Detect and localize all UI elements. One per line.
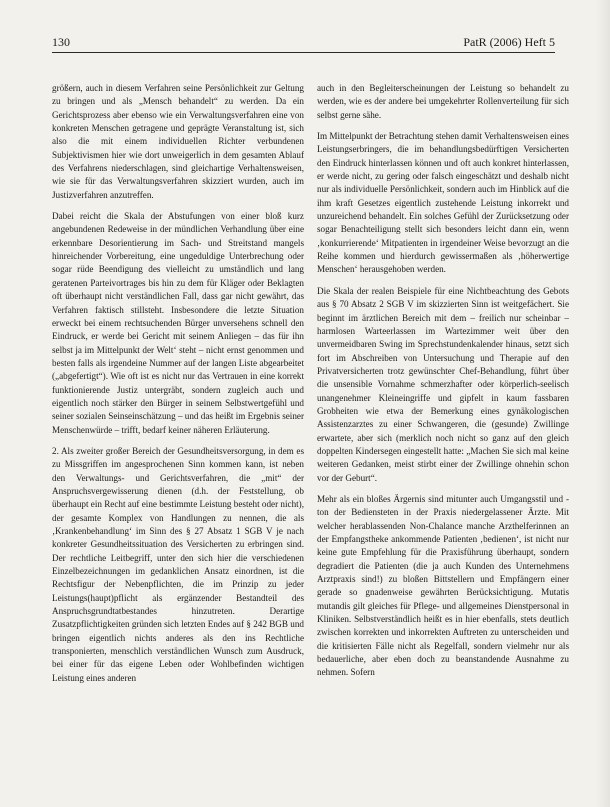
paragraph: Die Skala der realen Beispiele für eine Nichtbeachtung des Gebots aus § 70 Absatz 2 SGB V im skizzierten Sinn ist weitgefächert. Sie beginnt im ärztlichen Bereich mit dem – freilich nur scheinbar – harmlosen Warteerlassen im Wartezimmer weit über den unvermeidbaren Swing im Sprechstundenkalender hinaus, setzt sich fort im Abschreiben von Untersuchung und Therapie auf den Privatversicherten trotz gewünschter Chef-Behandlung, führt über die unsensible Vornahme schmerzhafter oder körperlich-seelisch unangenehmer Kleineingriffe und gipfelt in kaum fassbaren Grobheiten wie etwa der Bemerkung eines gynäkologischen Assistenzarztes zu einer Schwangeren, die (gesunde) Zwillinge erwartete, aber sich (merklich noch nicht so ganz auf den gleich doppelten Kindersegen eingestellt hatte: „Machen Sie sich mal keine weiteren Gedanken, meist stirbt einer der Zwillinge ohnehin schon vor der Geburt“. — [317, 285, 569, 483]
paragraph: 2. Als zweiter großer Bereich der Gesundheitsversorgung, in dem es zu Missgriffen im angesprochenen Sinn kommen kann, ist neben den Verwaltungs- und Gerichtsverfahren, die „mit“ der Anspruchsvergewisserung dienen (d.h. der Feststellung, ob überhaupt ein Recht auf eine bestimmte Leistung besteht oder nicht), der gesamte Komplex von Handlungen zu nennen, die als ‚Krankenbehandlung‘ im Sinn des § 27 Absatz 1 SGB V je nach konkreter Gesundheitssituation des Versicherten zu erbringen sind. Der rechtliche Leitbegriff, unter den sich hier die verschiedenen Einzelbezeichnungen im gedanklichen Ansatz einordnen, ist die Rechtsfigur der Nebenpflichten, die im Prinzip zu jeder Leistungs(haupt)pflicht als ergänzender Bestandteil des Anspruchsgrundtatbestandes hinzutreten. Derartige Zusatzpflichtigkeiten gründen sich letzten Endes auf § 242 BGB und bringen eigentlich nichts anderes als den ins Rechtliche transponierten, menschlich verständlichen Wunsch zum Ausdruck, bei einer für das eigene Leben oder Wohlbefinden wichtigen Leistung eines anderen — [52, 445, 304, 683]
left-column — [52, 82, 304, 693]
page-number: 130 — [52, 35, 70, 49]
paragraph: auch in den Begleiterscheinungen der Leistung so behandelt zu werden, wie es der andere bei umgekehrter Rollenverteilung für sich selbst gerne sähe. — [317, 83, 569, 120]
paragraph: Mehr als ein bloßes Ärgernis sind mitunter auch Umgangsstil und -ton der Bediensteten in der Praxis niedergelassener Ärzte. Mit welcher herablassenden Non-Chalance manche Arzthelferinnen an der Empfangstheke ankommende Patienten ‚bedienen‘, ist nicht nur keine gute Empfehlung für die Praxisführung überhaupt, sondern degradiert die Patienten (die ja auch Kunden des Unternehmens Arztpraxis sind!) zu bloßen Bittstellern und Empfängern einer gerade so gnadenweise gewährten Berücksichtigung. Mutatis mutandis gilt gleiches für Pflege- und allgemeines Dienstpersonal in Kliniken. Selbstverständlich heißt es in hier ebenfalls, stets deutlich zwischen korrekten und inkorrekten Auftreten zu unterscheiden und die kritisierten Fälle nicht als Regelfall, sondern vielmehr nur als bedauerliche, aber eben doch zu beanstandende Ausnahme zu nehmen. Sofern — [317, 493, 569, 678]
right-column — [317, 82, 569, 688]
page-header — [52, 32, 555, 53]
journal-reference: PatR (2006) Heft 5 — [463, 35, 555, 49]
scan-edge-shadow — [596, 0, 610, 807]
paragraph: Dabei reicht die Skala der Abstufungen von einer bloß kurz angebundenen Redeweise in der mündlichen Verhandlung über eine erkennbare Desorientierung im Sach- und Streitstand mangels hinreichender Vorbereitung, eine ungeduldige Unterbrechung oder sogar rüde Beendigung des vielleicht zu umständlich und lang geratenen Parteivortrages bis hin zu dem für Kläger oder Beklagten oft überhaupt nicht verständlichen Fall, dass gar nicht gewährt, das Verfahren faktisch stillsteht. Insbesondere die letzte Situation erweckt bei einem rechtsuchenden Bürger unversehens schnell den Eindruck, er werde bei Gericht mit seinem Anliegen – das für ihn selbst ja im Mittelpunkt der Welt‘ steht – nicht ernst genommen und besten falls als irgendeine Nummer auf der langen Liste abgearbeitet („abgefertigt“). Wie oft ist es nicht nur das Vertrauen in eine korrekt funktionierende Justiz untergräbt, sondern zugleich auch und eigentlich noch stärker den Bürger in seinem Selbstwertgefühl und seiner sozialen Seinseinschätzung – und das heißt im Ergebnis seiner Menschenwürde – trifft, bedarf keiner näheren Erläuterung. — [52, 211, 304, 435]
paragraph: größern, auch in diesem Verfahren seine Persönlichkeit zur Geltung zu bringen und als „Mensch behandelt“ zu werden. Da ein Gerichtsprozess aber ebenso wie ein Verwaltungsverfahren eine von konkreten Menschen getragene und geprägte Veranstaltung ist, sich also die mit einem individuellen Richter verbundenen Subjektivismen hier wie dort unweigerlich in dem gesamten Ablauf des Verfahrens niederschlagen, sind gleichartige Verhaltensweisen, wie sie für das Verwaltungsverfahren skizziert wurden, auch im Justizverfahren anzutreffen. — [52, 83, 304, 200]
paragraph: Im Mittelpunkt der Betrachtung stehen damit Verhaltensweisen eines Leistungserbringers, die im behandlungsbedürftigen Versicherten den Eindruck hinterlassen können und oft auch konkret hinterlassen, er werde nicht, zu gering oder falsch eingeschätzt und deshalb nicht nur als individuelle Persönlichkeit, sondern auch im Hinblick auf die ihm kraft Gesetzes eigentlich zustehende Leistung inkorrekt und unzureichend behandelt. Ein solches Gefühl der Zurücksetzung oder sogar Benachteiligung stellt sich besonders leicht dann ein, wenn ‚konkurrierende‘ Mitpatienten in irgendeiner Weise bevorzugt an die Reihe kommen und hierdurch gewissermaßen als ‚höherwertige Menschen‘ herausgehoben werden. — [317, 131, 569, 275]
